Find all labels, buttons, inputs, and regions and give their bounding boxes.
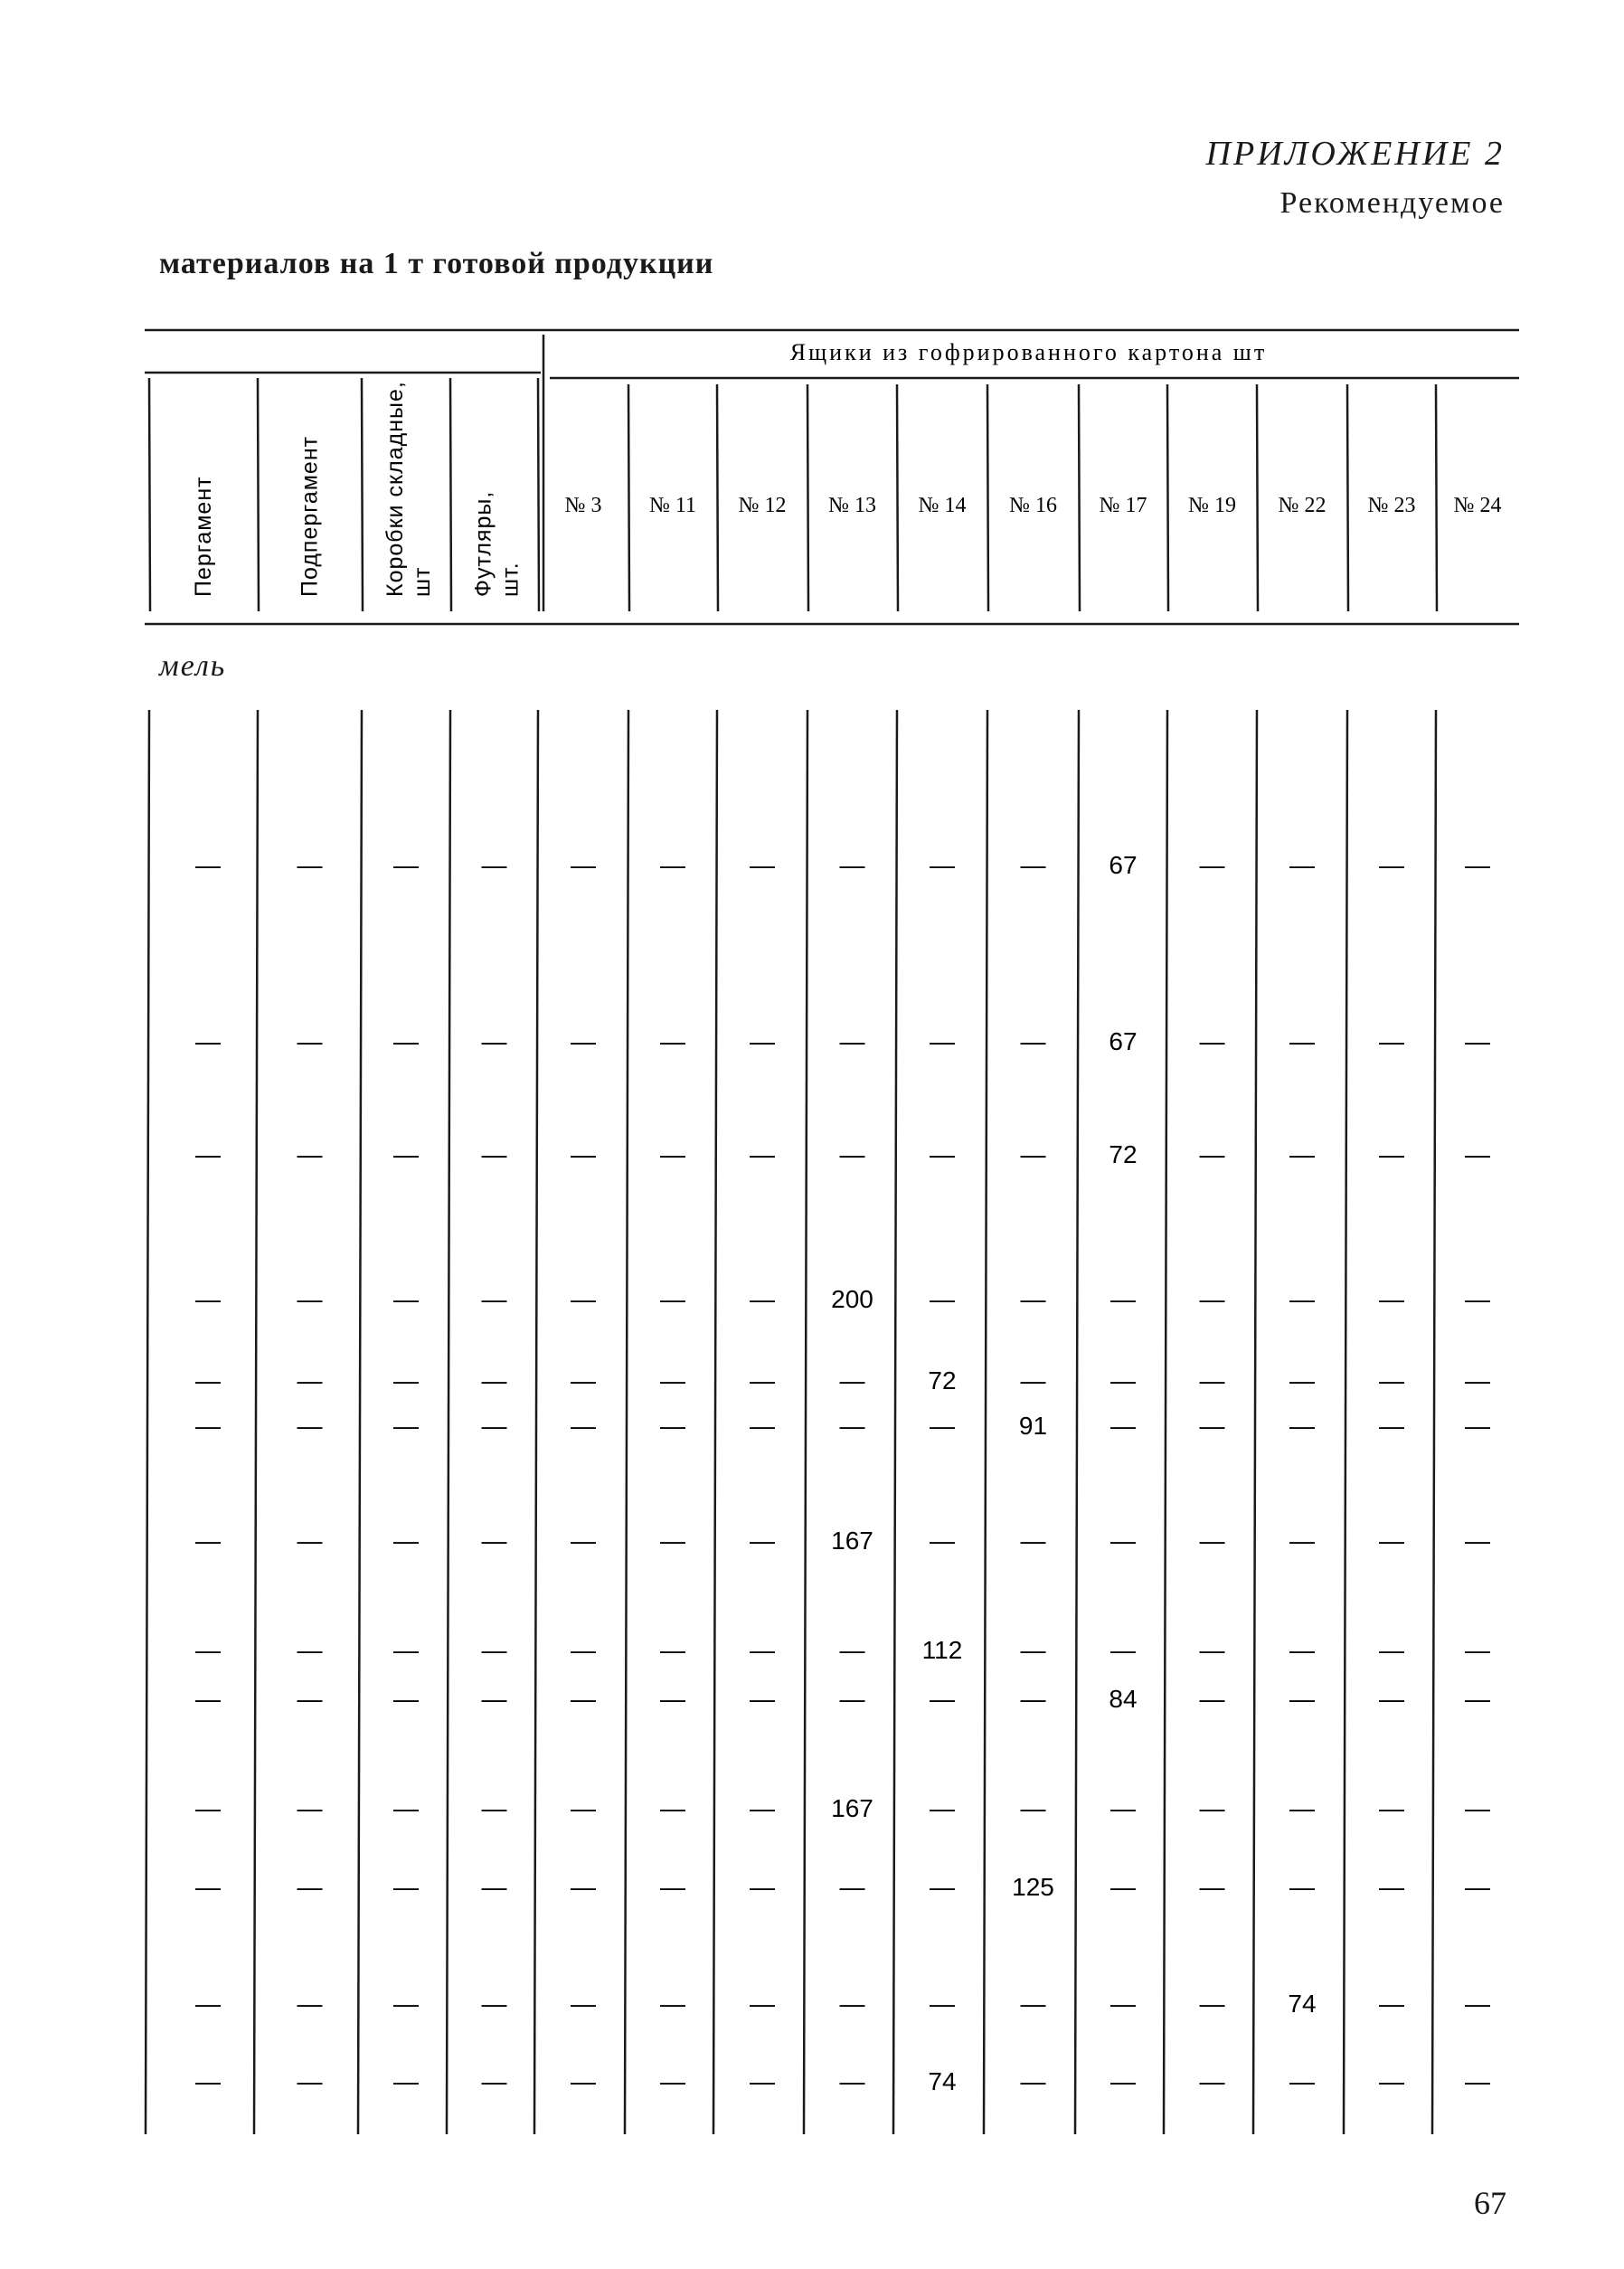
- table-cell: —: [1379, 851, 1404, 879]
- table-cell: —: [1289, 1685, 1315, 1713]
- table-cell: —: [571, 1794, 596, 1822]
- header-column-divider: [1436, 384, 1437, 611]
- table-cell: 67: [1109, 1027, 1138, 1055]
- table-cell: —: [571, 2067, 596, 2095]
- table-cell: —: [195, 1990, 221, 2018]
- table-cell: —: [571, 1685, 596, 1713]
- table-cell: —: [660, 1636, 685, 1664]
- table-cell: —: [195, 1794, 221, 1822]
- table-cell: —: [481, 1685, 507, 1713]
- table-cell: —: [1465, 1140, 1490, 1168]
- table-cell: —: [1379, 1027, 1404, 1055]
- table-cell: —: [750, 851, 775, 879]
- table-cell: —: [297, 1527, 323, 1555]
- table-cell: —: [571, 1285, 596, 1313]
- table-cell: 200: [831, 1285, 873, 1313]
- body-column-divider: [804, 710, 807, 2134]
- table-cell: —: [481, 2067, 507, 2095]
- table-cell: —: [930, 1412, 955, 1440]
- table-cell: —: [1110, 1794, 1136, 1822]
- table-cell: —: [1199, 1685, 1225, 1713]
- table-cell: —: [1289, 1527, 1315, 1555]
- body-column-divider: [893, 710, 897, 2134]
- table-cell: —: [1379, 1636, 1404, 1664]
- header-column-divider: [1167, 384, 1168, 611]
- table-cell: —: [1199, 1285, 1225, 1313]
- table-cell: 74: [928, 2067, 957, 2095]
- table-cell: —: [481, 1794, 507, 1822]
- table-cell: —: [1379, 1527, 1404, 1555]
- table-cell: —: [1465, 2067, 1490, 2095]
- table-cell: —: [660, 2067, 685, 2095]
- table-cell: —: [930, 1873, 955, 1901]
- table-cell: —: [393, 1366, 419, 1394]
- header-column-divider: [1079, 384, 1080, 611]
- table-cell: —: [195, 1366, 221, 1394]
- table-cell: —: [660, 1366, 685, 1394]
- table-cell: —: [1379, 1794, 1404, 1822]
- table-cell: —: [481, 1990, 507, 2018]
- table-cell: —: [839, 1685, 865, 1713]
- table-cell: —: [930, 1794, 955, 1822]
- table-cell: —: [1199, 1412, 1225, 1440]
- table-cell: —: [1289, 1873, 1315, 1901]
- table-cell: —: [1379, 1366, 1404, 1394]
- table-cell: —: [195, 1527, 221, 1555]
- column-header-7: № 12: [738, 494, 787, 517]
- table-cell: —: [839, 1873, 865, 1901]
- table-cell: —: [297, 1140, 323, 1168]
- table-cell: —: [297, 1990, 323, 2018]
- table-cell: —: [195, 1685, 221, 1713]
- table-cell: —: [839, 851, 865, 879]
- group-header: Ящики из гофрированного картона шт: [789, 339, 1268, 365]
- table-cell: —: [750, 1794, 775, 1822]
- table-cell: —: [393, 1685, 419, 1713]
- table-cell: —: [297, 1873, 323, 1901]
- appendix-status: Рекомендуемое: [1279, 186, 1505, 220]
- body-column-divider: [534, 710, 538, 2134]
- header-column-divider: [362, 378, 363, 611]
- table-cell: —: [930, 1140, 955, 1168]
- table-cell: —: [1289, 1285, 1315, 1313]
- table-cell: —: [481, 1636, 507, 1664]
- table-cell: —: [1289, 1794, 1315, 1822]
- table-cell: —: [930, 1685, 955, 1713]
- body-column-divider: [1164, 710, 1167, 2134]
- table-cell: —: [1379, 2067, 1404, 2095]
- table-cell: —: [1020, 2067, 1046, 2095]
- body-column-divider: [625, 710, 628, 2134]
- header-column-divider: [258, 378, 259, 611]
- table-cell: —: [297, 2067, 323, 2095]
- table-cell: —: [839, 1027, 865, 1055]
- table-cell: 67: [1109, 851, 1138, 879]
- table-cell: —: [297, 1027, 323, 1055]
- table-cell: —: [1110, 1285, 1136, 1313]
- table-cell: —: [839, 1636, 865, 1664]
- table-cell: —: [195, 851, 221, 879]
- table-cell: —: [1289, 1636, 1315, 1664]
- table-cell: 84: [1109, 1685, 1138, 1713]
- column-header-14: № 23: [1367, 494, 1416, 517]
- table-cell: —: [660, 1412, 685, 1440]
- table-cell: —: [750, 1527, 775, 1555]
- header-column-divider: [717, 384, 718, 611]
- table-cell: 167: [831, 1794, 873, 1822]
- table-cell: —: [571, 1140, 596, 1168]
- table-cell: —: [1110, 1636, 1136, 1664]
- table-cell: —: [481, 1412, 507, 1440]
- body-column-divider: [984, 710, 987, 2134]
- column-header-4: Футляры,шт.: [470, 490, 524, 597]
- table-cell: —: [660, 1527, 685, 1555]
- table-cell: —: [660, 1794, 685, 1822]
- appendix-title: ПРИЛОЖЕНИЕ 2: [1205, 135, 1505, 173]
- column-header-12: № 19: [1188, 494, 1236, 517]
- table-cell: —: [1020, 1636, 1046, 1664]
- table-cell: —: [1020, 1285, 1046, 1313]
- table-cell: —: [1199, 1140, 1225, 1168]
- table-cell: —: [930, 1527, 955, 1555]
- table-cell: —: [1199, 2067, 1225, 2095]
- table-cell: —: [481, 1140, 507, 1168]
- column-header-11: № 17: [1099, 494, 1147, 517]
- body-column-divider: [447, 710, 450, 2134]
- header-column-divider: [987, 384, 988, 611]
- table-cell: —: [393, 1794, 419, 1822]
- table-cell: —: [1020, 1027, 1046, 1055]
- table-cell: —: [1465, 1366, 1490, 1394]
- header-column-divider: [628, 384, 629, 611]
- table-cell: —: [930, 1027, 955, 1055]
- table-cell: —: [930, 1285, 955, 1313]
- table-cell: —: [195, 1027, 221, 1055]
- table-cell: —: [1465, 1873, 1490, 1901]
- table-cell: —: [393, 1412, 419, 1440]
- table-cell: 91: [1018, 1412, 1048, 1440]
- table-cell: —: [1020, 1140, 1046, 1168]
- table-cell: —: [393, 1140, 419, 1168]
- table-cell: —: [839, 2067, 865, 2095]
- header-column-divider: [538, 378, 539, 611]
- column-header-3: Коробки складные,шт: [382, 381, 435, 597]
- table-cell: —: [1465, 1412, 1490, 1440]
- table-cell: —: [1020, 1794, 1046, 1822]
- column-header-13: № 22: [1278, 494, 1327, 517]
- column-header-2: Подпергамент: [297, 435, 323, 597]
- table-cell: —: [571, 1636, 596, 1664]
- table-cell: —: [660, 851, 685, 879]
- table-cell: —: [393, 1027, 419, 1055]
- table-cell: —: [1199, 1794, 1225, 1822]
- table-cell: —: [1199, 1636, 1225, 1664]
- table-cell: —: [1110, 1366, 1136, 1394]
- table-cell: —: [750, 1685, 775, 1713]
- body-column-divider: [713, 710, 717, 2134]
- table-cell: —: [571, 1527, 596, 1555]
- table-cell: —: [297, 1636, 323, 1664]
- table-cell: —: [1465, 1685, 1490, 1713]
- table-cell: —: [750, 1636, 775, 1664]
- table-cell: —: [571, 1412, 596, 1440]
- table-cell: —: [195, 1412, 221, 1440]
- table-cell: 125: [1012, 1873, 1054, 1901]
- table-cell: —: [1020, 1990, 1046, 2018]
- table-cell: —: [1465, 1285, 1490, 1313]
- body-column-divider: [1075, 710, 1079, 2134]
- table-cell: —: [571, 1873, 596, 1901]
- table-cell: —: [481, 1027, 507, 1055]
- table-cell: —: [1465, 851, 1490, 879]
- table-cell: —: [1289, 1366, 1315, 1394]
- body-column-divider: [146, 710, 149, 2134]
- table-cell: —: [750, 1140, 775, 1168]
- table-cell: —: [1020, 1366, 1046, 1394]
- table-cell: —: [660, 1873, 685, 1901]
- table-cell: —: [660, 1285, 685, 1313]
- table-cell: 74: [1288, 1990, 1317, 2018]
- table-cell: —: [297, 1366, 323, 1394]
- column-header-6: № 11: [648, 494, 697, 517]
- table-cell: —: [660, 1685, 685, 1713]
- table-cell: —: [1379, 1873, 1404, 1901]
- table-cell: —: [393, 1873, 419, 1901]
- table-cell: —: [1110, 1412, 1136, 1440]
- table-cell: —: [750, 1873, 775, 1901]
- table-cell: —: [195, 1873, 221, 1901]
- table-cell: —: [750, 1027, 775, 1055]
- table-cell: —: [750, 1285, 775, 1313]
- header-column-divider: [807, 384, 808, 611]
- body-column-divider: [358, 710, 362, 2134]
- body-column-divider: [254, 710, 258, 2134]
- table-cell: —: [297, 1794, 323, 1822]
- table-cell: —: [481, 1873, 507, 1901]
- body-column-divider: [1344, 710, 1347, 2134]
- table-cell: —: [1020, 1685, 1046, 1713]
- table-cell: —: [481, 1285, 507, 1313]
- header-column-divider: [149, 378, 150, 611]
- table-cell: —: [1289, 1412, 1315, 1440]
- table-cell: —: [481, 1527, 507, 1555]
- table-cell: —: [297, 1285, 323, 1313]
- table-cell: —: [1289, 1140, 1315, 1168]
- column-header-8: № 13: [828, 494, 876, 517]
- column-header-15: № 24: [1453, 494, 1502, 517]
- table-cell: —: [1289, 851, 1315, 879]
- table-cell: —: [393, 851, 419, 879]
- column-header-10: № 16: [1009, 494, 1057, 517]
- table-cell: —: [660, 1027, 685, 1055]
- table-cell: —: [1110, 1990, 1136, 2018]
- column-header-9: № 14: [918, 494, 967, 517]
- table-cell: —: [839, 1140, 865, 1168]
- table-cell: —: [839, 1990, 865, 2018]
- table-cell: —: [1379, 1685, 1404, 1713]
- table-cell: —: [1289, 1027, 1315, 1055]
- table-cell: 167: [831, 1527, 873, 1555]
- table-cell: —: [1199, 1873, 1225, 1901]
- table-cell: 72: [928, 1366, 957, 1394]
- table-cell: —: [660, 1990, 685, 2018]
- body-column-divider: [1432, 710, 1436, 2134]
- table-cell: —: [393, 2067, 419, 2095]
- header-column-divider: [450, 378, 451, 611]
- table-cell: —: [1379, 1990, 1404, 2018]
- table-cell: —: [481, 851, 507, 879]
- body-column-divider: [1253, 710, 1257, 2134]
- table-cell: —: [195, 1140, 221, 1168]
- table-cell: —: [750, 2067, 775, 2095]
- table-cell: —: [1199, 1527, 1225, 1555]
- table-cell: —: [195, 1636, 221, 1664]
- table-cell: —: [1199, 851, 1225, 879]
- table-cell: —: [839, 1366, 865, 1394]
- table-cell: —: [297, 1412, 323, 1440]
- table-cell: —: [1465, 1990, 1490, 2018]
- table-cell: —: [1379, 1140, 1404, 1168]
- table-cell: —: [481, 1366, 507, 1394]
- table-cell: —: [750, 1990, 775, 2018]
- table-cell: —: [393, 1636, 419, 1664]
- page-number: 67: [1474, 2185, 1506, 2221]
- column-header-1: Пергамент: [191, 476, 216, 597]
- table-cell: —: [571, 1366, 596, 1394]
- table-cell: —: [1110, 1527, 1136, 1555]
- table-cell: —: [1199, 1990, 1225, 2018]
- table-cell: —: [1465, 1527, 1490, 1555]
- header-column-divider: [1257, 384, 1258, 611]
- table-cell: —: [1289, 2067, 1315, 2095]
- table-cell: —: [1199, 1366, 1225, 1394]
- header-column-divider: [1347, 384, 1348, 611]
- table-cell: —: [571, 1990, 596, 2018]
- column-header-5: № 3: [564, 494, 602, 517]
- table-cell: —: [1465, 1636, 1490, 1664]
- table-cell: —: [393, 1285, 419, 1313]
- header-column-divider: [897, 384, 898, 611]
- table-cell: —: [1379, 1412, 1404, 1440]
- table-cell: —: [1020, 1527, 1046, 1555]
- table-cell: —: [393, 1990, 419, 2018]
- table-cell: —: [297, 1685, 323, 1713]
- table-cell: —: [393, 1527, 419, 1555]
- table-cell: —: [571, 851, 596, 879]
- table-cell: —: [571, 1027, 596, 1055]
- table-cell: —: [1379, 1285, 1404, 1313]
- table-cell: —: [750, 1366, 775, 1394]
- table-cell: —: [1020, 851, 1046, 879]
- table-cell: —: [297, 851, 323, 879]
- table-cell: —: [1199, 1027, 1225, 1055]
- table-cell: —: [1110, 1873, 1136, 1901]
- section-label: мель: [159, 649, 227, 683]
- table-cell: —: [930, 1990, 955, 2018]
- table-cell: —: [660, 1140, 685, 1168]
- table-cell: —: [195, 2067, 221, 2095]
- table-cell: —: [930, 851, 955, 879]
- table-cell: —: [1110, 2067, 1136, 2095]
- table-cell: —: [1465, 1794, 1490, 1822]
- table-cell: 72: [1109, 1140, 1138, 1168]
- table-cell: —: [195, 1285, 221, 1313]
- table-cell: —: [750, 1412, 775, 1440]
- table-caption: материалов на 1 т готовой продукции: [159, 247, 714, 280]
- table-cell: —: [1465, 1027, 1490, 1055]
- table-cell: —: [839, 1412, 865, 1440]
- table-cell: 112: [921, 1636, 963, 1664]
